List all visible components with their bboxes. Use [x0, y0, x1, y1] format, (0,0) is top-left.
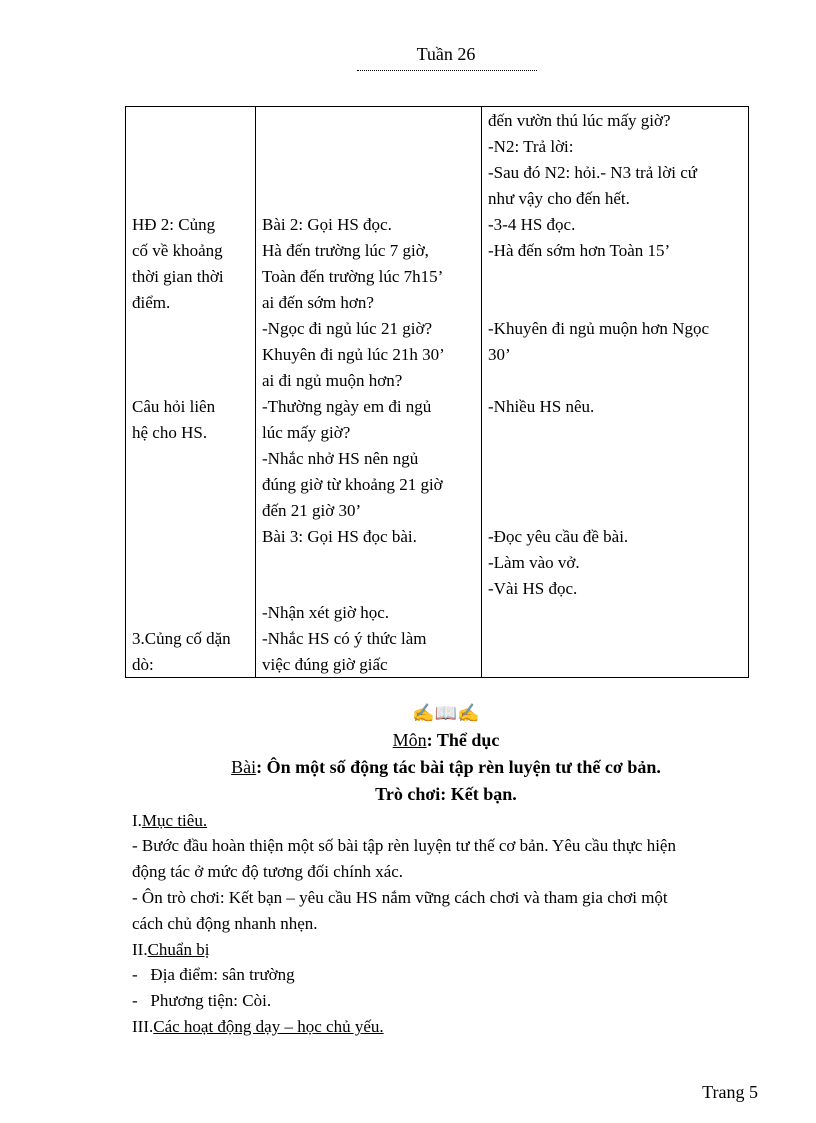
table-text-line: -Nhắc HS có ý thức làm: [262, 629, 427, 648]
subject-label: Môn: [392, 730, 427, 750]
game-title: Trò chơi: Kết bạn.: [375, 784, 517, 804]
table-text-line: cố về khoảng: [132, 241, 223, 260]
activities-heading-text: Các hoạt động dạy – học chủ yếu.: [153, 1017, 384, 1036]
objectives-heading-text: Mục tiêu.: [141, 811, 208, 830]
preparation-heading: [132, 937, 209, 963]
table-text-line: -Nhiều HS nêu.: [488, 397, 595, 416]
table-text-line: Khuyên đi ngủ lúc 21h 30’: [262, 345, 445, 364]
table-text-line: lúc mấy giờ?: [262, 423, 351, 442]
table-text-line: -3-4 HS đọc.: [488, 215, 576, 234]
table-cell-teacher: [256, 107, 482, 678]
preparation-line: - Địa điểm: sân trường: [132, 965, 295, 984]
objectives-heading: [132, 808, 207, 834]
table-text-line: 30’: [488, 345, 511, 364]
table-text-line: -Vài HS đọc.: [488, 579, 578, 598]
activities-heading: [132, 1014, 384, 1040]
table-text-line: Toàn đến trường lúc 7h15’: [262, 267, 444, 286]
table-text-line: Câu hỏi liên: [132, 397, 216, 416]
activities-prefix: III.: [132, 1017, 154, 1036]
table-text-line: -N2: Trả lời:: [488, 137, 574, 156]
table-text-line: ai đi ngủ muộn hơn?: [262, 371, 403, 390]
table-text-line: dò:: [132, 655, 154, 674]
table-text-line: -Nhận xét giờ học.: [262, 603, 390, 622]
table-text-line: hệ cho HS.: [132, 423, 208, 442]
table-text-line: -Làm vào vở.: [488, 553, 580, 572]
objectives-prefix: I.: [132, 811, 142, 830]
table-text-line: HĐ 2: Củng: [132, 215, 216, 234]
preparation-line: - Phương tiện: Còi.: [132, 991, 272, 1010]
table-text-line: Bài 3: Gọi HS đọc bài.: [262, 527, 417, 546]
table-cell-activity: [126, 107, 256, 678]
subject-line: [0, 730, 816, 751]
table-text-line: đến 21 giờ 30’: [262, 501, 362, 520]
table-text-line: như vậy cho đến hết.: [488, 189, 630, 208]
subject-value: : Thể dục: [426, 730, 500, 750]
objectives-line: động tác ở mức độ tương đối chính xác.: [132, 862, 404, 881]
table-row: [126, 107, 749, 678]
lesson-value: : Ôn một số động tác bài tập rèn luyện tư thế cơ bản.: [256, 757, 661, 777]
table-text-line: Bài 2: Gọi HS đọc.: [262, 215, 392, 234]
preparation-heading-text: Chuẩn bị: [147, 940, 210, 959]
lesson-label: Bài: [231, 757, 257, 777]
table-text-line: -Nhắc nhở HS nên ngủ: [262, 449, 419, 468]
page-number: Trang 5: [702, 1082, 758, 1102]
table-text-line: -Hà đến sớm hơn Toàn 15’: [488, 241, 671, 260]
table-text-line: đến vườn thú lúc mấy giờ?: [488, 111, 671, 130]
table-text-line: Hà đến trường lúc 7 giờ,: [262, 241, 429, 260]
table-text-line: điểm.: [132, 293, 171, 312]
table-text-line: -Đọc yêu cầu đề bài.: [488, 527, 629, 546]
preparation-prefix: II.: [132, 940, 148, 959]
lesson-title: [0, 757, 816, 778]
book-ornament-icon: ✍📖✍: [412, 703, 480, 723]
table-text-line: đúng giờ từ khoảng 21 giờ: [262, 475, 443, 494]
table-text-line: 3.Củng cố dặn: [132, 629, 231, 648]
objectives-line: - Bước đầu hoàn thiện một số bài tập rèn luyện tư thế cơ bản. Yêu cầu thực hiện: [132, 836, 676, 855]
table-text-line: -Ngọc đi ngủ lúc 21 giờ?: [262, 319, 432, 338]
table-text-line: ai đến sớm hơn?: [262, 293, 374, 312]
lesson-plan-table: [125, 106, 749, 678]
table-text-line: -Thường ngày em đi ngủ: [262, 397, 432, 416]
table-text-line: việc đúng giờ giấc: [262, 655, 388, 674]
table-text-line: thời gian thời: [132, 267, 224, 286]
table-text-line: -Sau đó N2: hỏi.- N3 trả lời cứ: [488, 163, 697, 182]
page-header-title: Tuần 26: [416, 44, 476, 64]
header-dotted-rule: [357, 70, 537, 71]
table-text-line: -Khuyên đi ngủ muộn hơn Ngọc: [488, 319, 709, 338]
table-cell-student: [482, 107, 749, 678]
objectives-line: cách chủ động nhanh nhẹn.: [132, 914, 318, 933]
objectives-line: - Ôn trò chơi: Kết bạn – yêu cầu HS nắm vững cách chơi và tham gia chơi một: [132, 888, 668, 907]
